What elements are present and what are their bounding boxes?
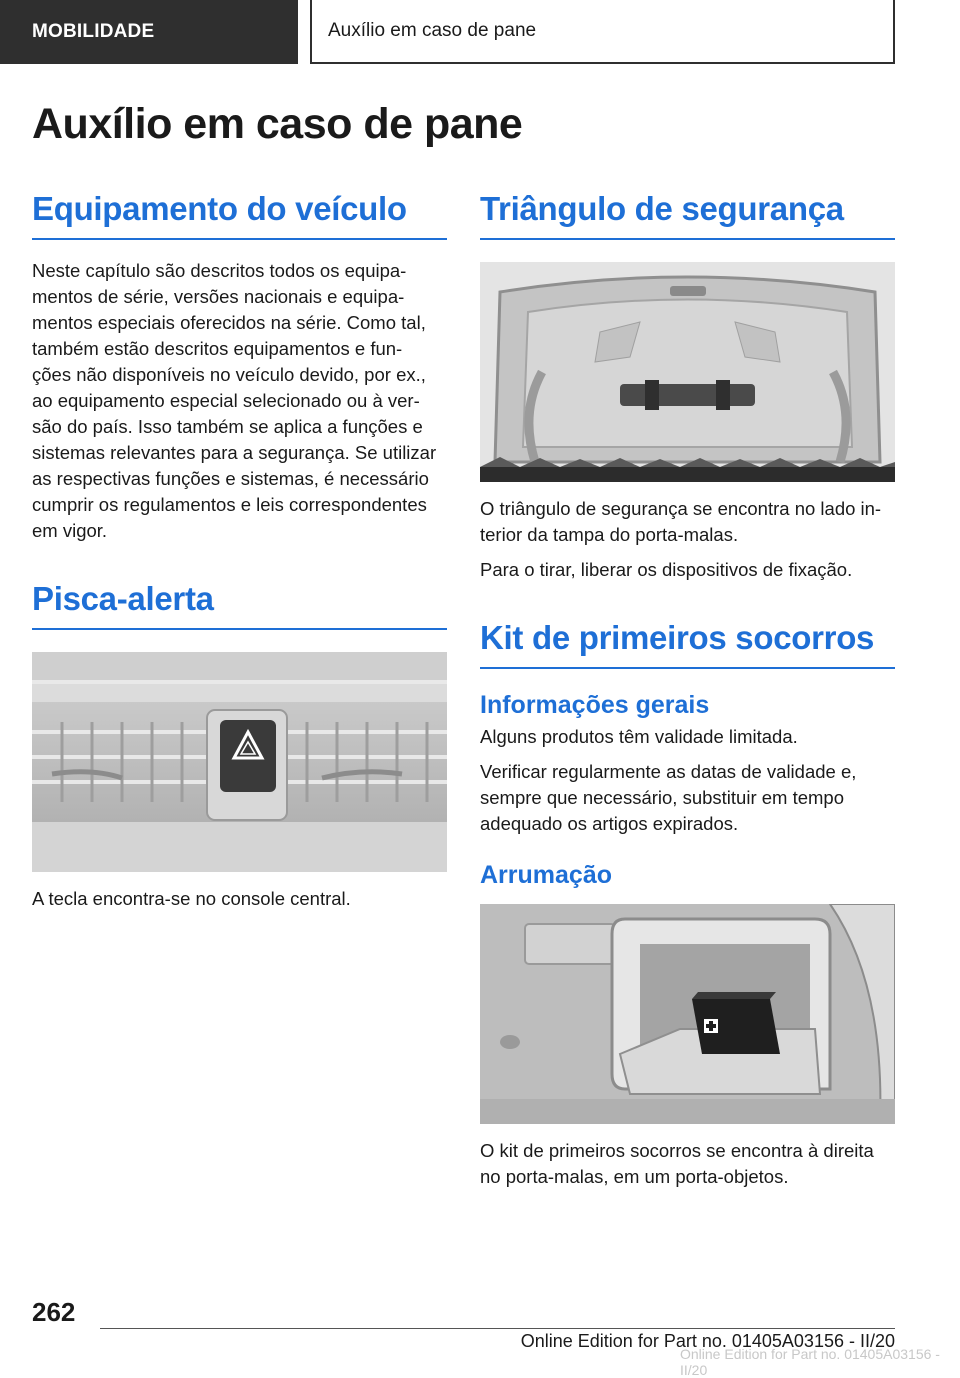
paragraph-triangulo-2: Para o tirar, liberar os dispositivos de fixação.: [480, 559, 853, 580]
footer-divider: [100, 1328, 895, 1329]
text-line: ao equipamento especial selecionado ou à ver-: [32, 390, 420, 411]
right-column: [480, 190, 895, 1190]
hazard-switch-image: [32, 652, 447, 872]
footer-edition: Online Edition for Part no. 01405A03156 - II/20: [520, 1331, 895, 1351]
text-line: sistemas relevantes para a segurança. Se utilizar: [32, 442, 437, 463]
text-line: cumprir os regulamentos e leis correspondentes: [32, 494, 427, 515]
paragraph-triangulo-1: [480, 496, 895, 548]
text-line: as respectivas funções e sistemas, é necessário: [32, 468, 429, 489]
warning-triangle-trunk-lid-image: [480, 262, 895, 482]
section-heading-equipamento: Equipamento do veículo: [32, 190, 447, 240]
watermark: Online Edition for Part no. 01405A03156 - II/20: [680, 1346, 940, 1378]
paragraph-arrumacao: [480, 1138, 895, 1190]
section-heading-triangulo: Triângulo de segurança: [480, 190, 895, 240]
text-line: Verificar regularmente as datas de validade e,: [480, 761, 857, 782]
text-line: são do país. Isso também se aplica a funções e: [32, 416, 423, 437]
header-chapter-box: [310, 0, 895, 64]
text-line: mentos de série, versões nacionais e equipa-: [32, 286, 405, 307]
text-line: O triângulo de segurança se encontra no lado in-: [480, 498, 882, 519]
caption-pisca-alerta: A tecla encontra-se no console central.: [32, 888, 351, 909]
page-title: Auxílio em caso de pane: [32, 100, 523, 148]
text-line: sempre que necessário, substituir em tempo: [480, 787, 845, 808]
text-line: ções não disponíveis no veículo devido, por ex.,: [32, 364, 426, 385]
paragraph-equipamento: [32, 258, 447, 544]
text-line: mentos especiais oferecidos na série. Como tal,: [32, 312, 426, 333]
page-number: 262: [32, 1297, 76, 1327]
text-line: no porta-malas, em um porta-objetos.: [480, 1166, 789, 1187]
text-line: O kit de primeiros socorros se encontra à direita: [480, 1140, 874, 1161]
text-line: terior da tampa do porta-malas.: [480, 524, 739, 545]
section-heading-pisca-alerta: Pisca-alerta: [32, 580, 447, 630]
paragraph-info-2: [480, 759, 895, 837]
header-section-tab: [0, 0, 298, 64]
header-section-label: MOBILIDADE: [32, 21, 155, 42]
left-column: [32, 190, 447, 912]
text-line: Neste capítulo são descritos todos os equipa-: [32, 260, 407, 281]
first-aid-kit-storage-image: [480, 904, 895, 1124]
section-heading-kit: Kit de primeiros socorros: [480, 619, 895, 669]
text-line: adequado os artigos expirados.: [480, 813, 739, 834]
subheading-informacoes-gerais: Informações gerais: [480, 691, 710, 719]
text-line: em vigor.: [32, 520, 108, 541]
paragraph-info-1: Alguns produtos têm validade limitada.: [480, 726, 798, 747]
header-chapter-label: Auxílio em caso de pane: [328, 20, 537, 41]
text-line: também estão descritos equipamentos e fun-: [32, 338, 403, 359]
subheading-arrumacao: Arrumação: [480, 861, 612, 889]
